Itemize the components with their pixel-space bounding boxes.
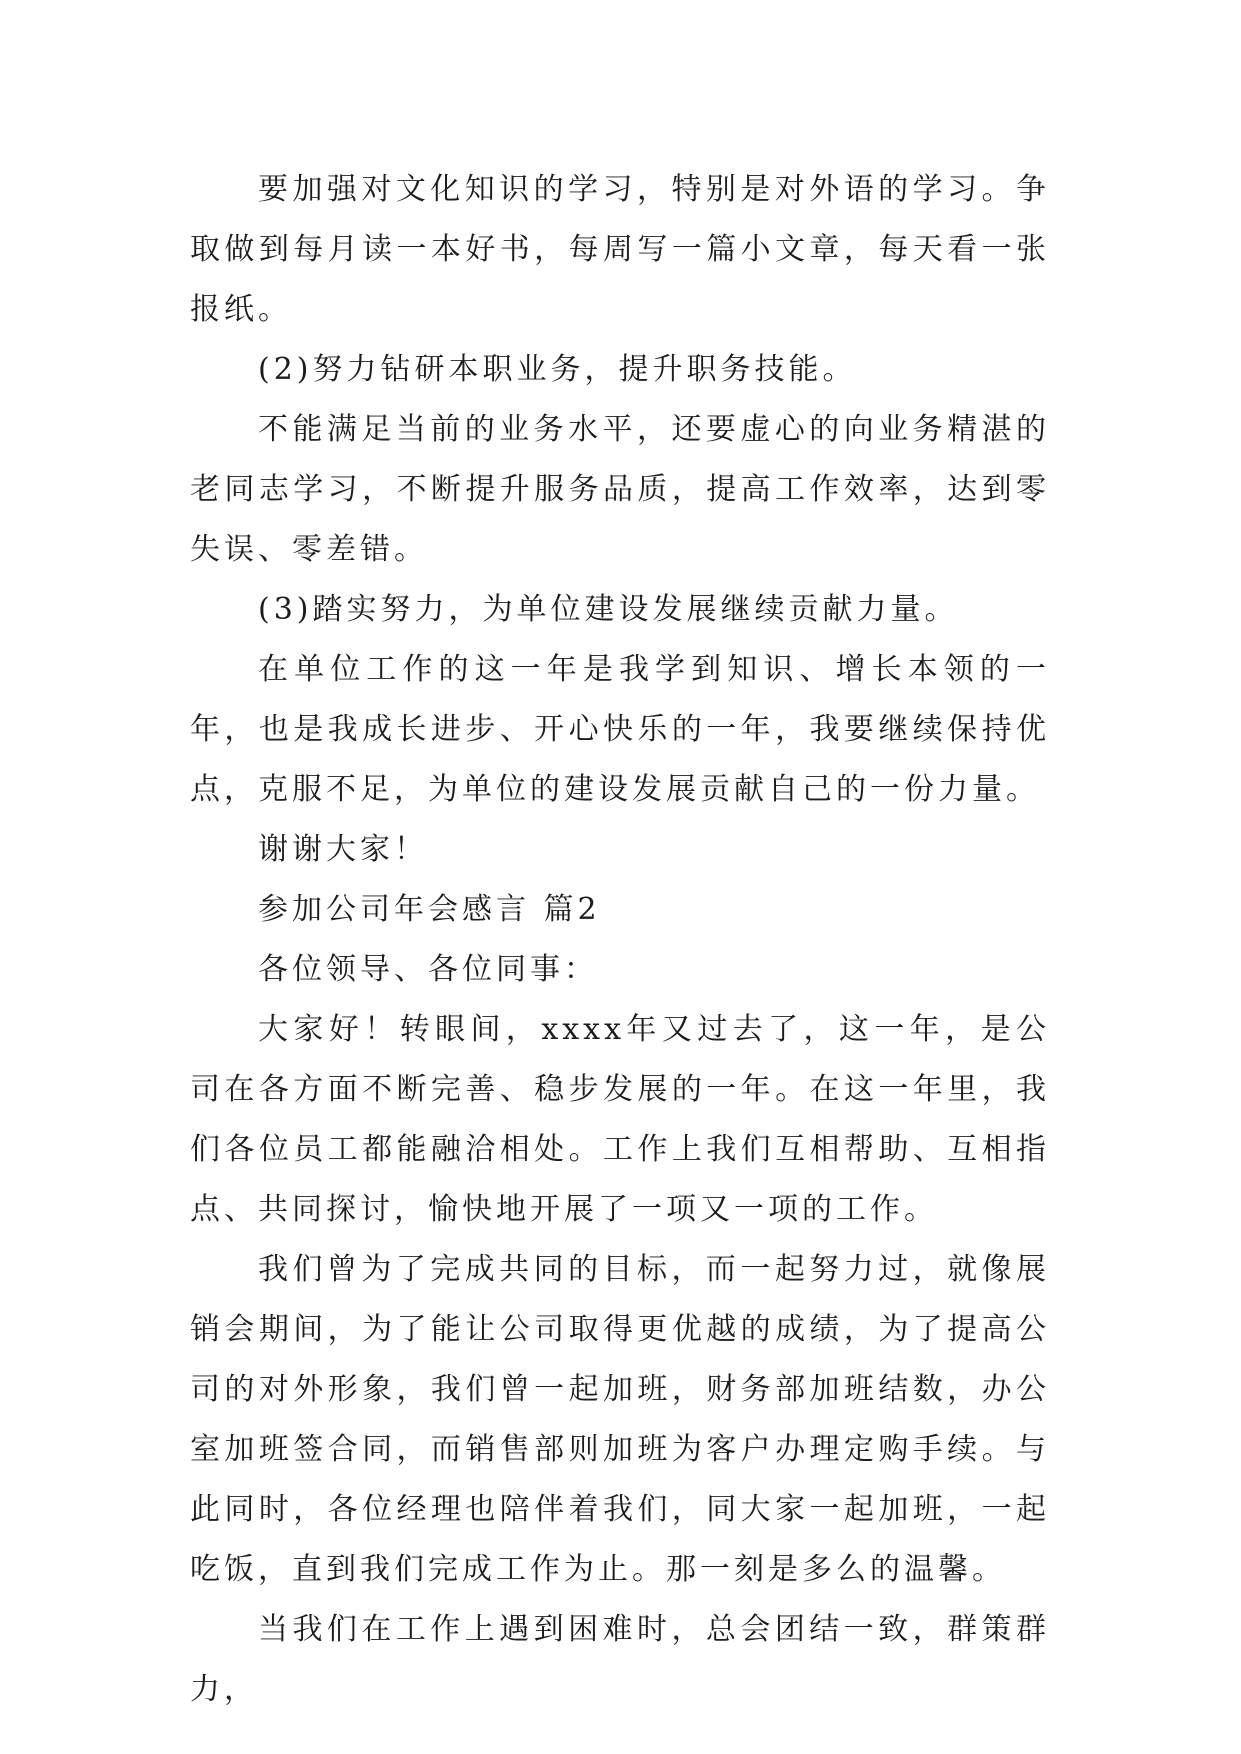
salutation: 各位领导、各位同事： xyxy=(258,952,598,987)
paragraph: 当我们在工作上遇到困难时，总会团结一致，群策群力， xyxy=(190,1612,1050,1707)
paragraph: 不能满足当前的业务水平，还要虚心的向业务精湛的老同志学习，不断提升服务品质，提高工作效率，达到零失误、零差错。 xyxy=(190,412,1050,567)
paragraph: 大家好！转眼间，xxxx年又过去了，这一年，是公司在各方面不断完善、稳步发展的一年。在这一年里，我们各位员工都能融洽相处。工作上我们互相帮助、互相指点、共同探讨，愉快地开展了一项又一项的工作。 xyxy=(190,1012,1050,1227)
paragraph: 要加强对文化知识的学习，特别是对外语的学习。争取做到每月读一本好书，每周写一篇小文章，每天看一张报纸。 xyxy=(190,172,1050,327)
document-body xyxy=(190,160,1050,1720)
paragraph: (3)踏实努力，为单位建设发展继续贡献力量。 xyxy=(258,592,959,627)
paragraph: 我们曾为了完成共同的目标，而一起努力过，就像展销会期间，为了能让公司取得更优越的成绩，为了提高公司的对外形象，我们曾一起加班，财务部加班结数，办公室加班签合同，而销售部则加班为客户办理定购手续。与此同时，各位经理也陪伴着我们，同大家一起加班，一起吃饭，直到我们完成工作为止。那一刻是多么的温馨。 xyxy=(190,1252,1050,1587)
paragraph: 在单位工作的这一年是我学到知识、增长本领的一年，也是我成长进步、开心快乐的一年，我要继续保持优点，克服不足，为单位的建设发展贡献自己的一份力量。 xyxy=(190,652,1050,807)
paragraph: (2)努力钻研本职业务，提升职务技能。 xyxy=(258,352,857,387)
paragraph: 谢谢大家！ xyxy=(258,832,428,867)
section-heading: 参加公司年会感言 篇2 xyxy=(258,892,601,927)
